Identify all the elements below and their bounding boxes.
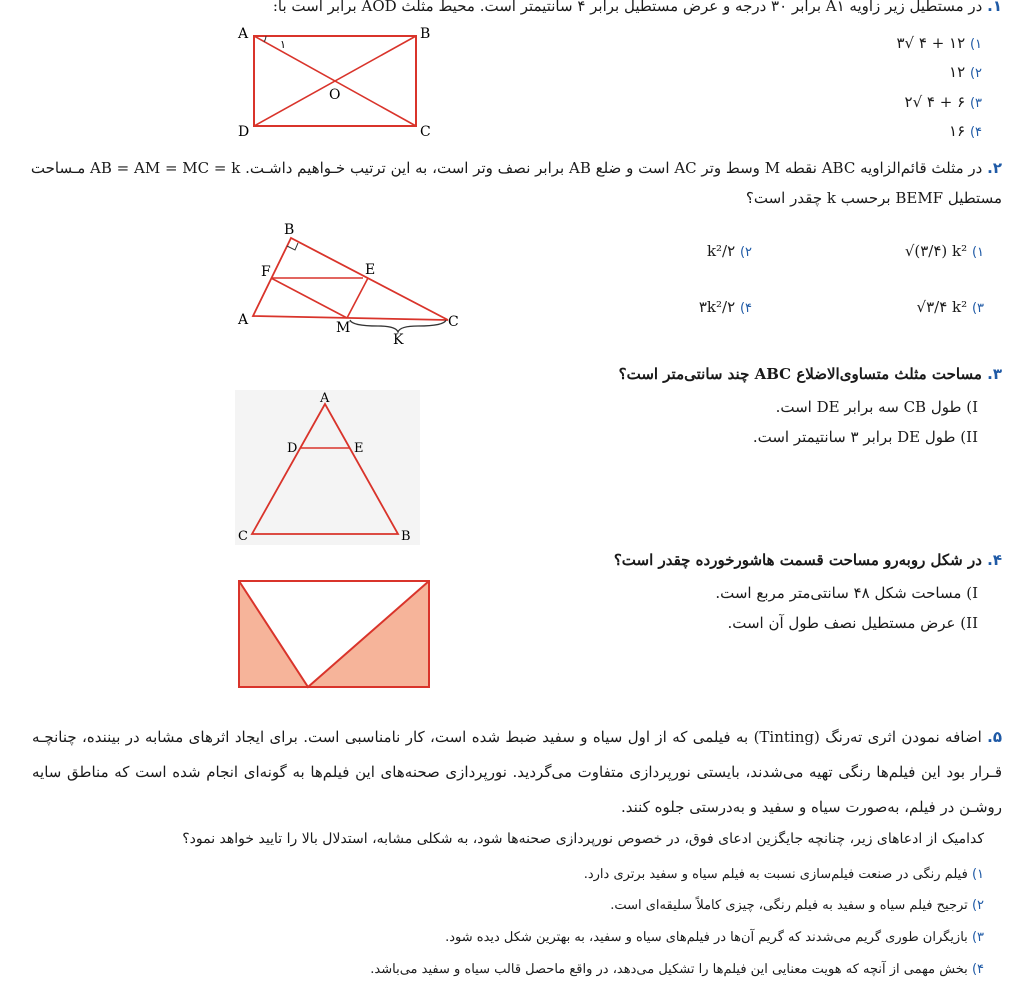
q1-label-b: B bbox=[420, 26, 431, 42]
q5-option-4[interactable]: ۴) بخش مهمی از آنچه که هویت معنایی این فیلم‌ها را تشکیل می‌دهد، در واقع ماحصل قالب سیاه و سفید می‌باشد. bbox=[370, 962, 984, 977]
q1-option-1[interactable]: ۱) ۱۲ + ۴ √۳ bbox=[896, 34, 982, 52]
q5-question-text: کدامیک از ادعاهای زیر، چنانچه جایگزین ادعای فوق، در خصوص نورپردازی صحنه‌ها شود، به شکلی مشابه، استدلال بالا را تایید خواهد نمود؟ bbox=[182, 831, 984, 847]
q2-line2: مستطیل BEMF برحسب k چقدر است؟ bbox=[745, 189, 1002, 207]
q4-statement-1: I) مساحت شکل ۴۸ سانتی‌متر مربع است. bbox=[715, 584, 978, 602]
q2-stem bbox=[32, 153, 1002, 213]
q2-triangle bbox=[253, 238, 448, 320]
q4-stem-text: در شکل روبه‌رو مساحت قسمت هاشورخورده چقدر است؟ bbox=[613, 551, 982, 569]
q1-number: ۱. bbox=[987, 0, 1002, 15]
q4-statement-2: II) عرض مستطیل نصف طول آن است. bbox=[727, 614, 978, 632]
q2-line1: در مثلث قائم‌الزاویه ABC نقطه M وسط وتر AC است و ضلع AB برابر نصف وتر است، به این ترتیب خـواهیم داشـت. AB = AM = MC = k مـساحت bbox=[30, 159, 983, 177]
q5-paragraph-text: اضافه نمودن اثری تەرنگ (Tinting) به فیلمی که از اول سیاه و سفید ضبط شده است، کار نامناسبی است. برای ایجاد اثرهای مشابه در بیننده، چنانچـه قـرار بود این فیلم‌ها رنگی تهیه می‌شدند، بایستی نورپردازی متفاوت می‌گردید. نورپردازی صحنه‌های این فیلم‌ها به گونه‌ای انجام شده است که مناطق سایه روشـن در فیلم، به‌صورت سیاه و سفید و به‌درستی جلوه کنند. bbox=[32, 728, 1002, 816]
q5-number: ۵. bbox=[987, 728, 1002, 746]
q2-segment-em bbox=[347, 278, 368, 318]
q2-option-4[interactable]: ۴) ۳k²/۲ bbox=[698, 298, 752, 316]
q4-figure bbox=[236, 578, 432, 690]
q1-stem bbox=[22, 0, 1002, 16]
q2-label-f: F bbox=[261, 264, 271, 280]
q2-segment-fm bbox=[271, 278, 347, 318]
q2-option-3[interactable]: ۳) √۳/۴ k² bbox=[916, 298, 984, 316]
q2-label-c: C bbox=[448, 314, 459, 330]
q1-label-c: C bbox=[420, 124, 431, 140]
q2-label-a: A bbox=[238, 312, 249, 328]
q2-label-b: B bbox=[284, 222, 295, 238]
q1-label-a: A bbox=[238, 26, 249, 42]
q2-option-2[interactable]: ۲) k²/۲ bbox=[706, 242, 752, 260]
q1-figure bbox=[230, 22, 440, 142]
q3-figure bbox=[235, 390, 420, 545]
q1-angle-label: ۱ bbox=[280, 38, 286, 51]
q5-option-1[interactable]: ۱) فیلم رنگی در صنعت فیلم‌سازی نسبت به فیلم سیاه و سفید برتری دارد. bbox=[583, 867, 984, 882]
q3-stem bbox=[502, 364, 1002, 384]
q1-option-3[interactable]: ۳) ۶ + ۴ √۲ bbox=[904, 93, 982, 111]
q5-paragraph bbox=[32, 720, 1002, 825]
q2-brace bbox=[350, 320, 446, 332]
q3-label-b: B bbox=[401, 529, 411, 544]
q1-stem-text: در مستطیل زیر زاویه A۱ برابر ۳۰ درجه و عرض مستطیل برابر ۴ سانتیمتر است. محیط مثلث AOD برابر است با: bbox=[272, 0, 983, 15]
q3-label-a: A bbox=[320, 391, 330, 406]
q3-stem-text: مساحت مثلث متساوی‌الاضلاع ABC چند سانتی‌متر است؟ bbox=[618, 365, 982, 383]
q1-label-o: O bbox=[329, 87, 341, 103]
q1-label-d: D bbox=[238, 124, 250, 140]
q2-figure bbox=[228, 220, 478, 350]
q5-option-2[interactable]: ۲) ترجیح فیلم سیاه و سفید به فیلم رنگی، چیزی کاملاً سلیقه‌ای است. bbox=[610, 898, 984, 913]
q3-statement-2: II) طول DE برابر ۳ سانتیمتر است. bbox=[752, 428, 978, 446]
q3-label-c: C bbox=[238, 529, 248, 544]
q1-option-4[interactable]: ۴) ۱۶ bbox=[949, 122, 982, 140]
q4-number: ۴. bbox=[987, 551, 1002, 569]
q1-option-2[interactable]: ۲) ۱۲ bbox=[949, 63, 982, 81]
q5-question bbox=[24, 831, 984, 847]
q3-label-e: E bbox=[354, 441, 364, 456]
q4-stem bbox=[502, 550, 1002, 570]
q3-label-d: D bbox=[287, 441, 298, 456]
q2-label-k: K bbox=[393, 332, 404, 348]
q2-number: ۲. bbox=[987, 159, 1002, 177]
q2-option-1[interactable]: ۱) √(۳/۴) k² bbox=[904, 242, 984, 260]
q5-option-3[interactable]: ۳) بازیگران طوری گریم می‌شدند که گریم آن‌ها در فیلم‌های سیاه و سفید، به بهترین شکل دیده شود. bbox=[445, 930, 984, 945]
q3-statement-1: I) طول CB سه برابر DE است. bbox=[775, 398, 978, 416]
q2-label-e: E bbox=[365, 262, 376, 278]
q2-label-m: M bbox=[336, 320, 351, 336]
q3-number: ۳. bbox=[987, 365, 1002, 383]
